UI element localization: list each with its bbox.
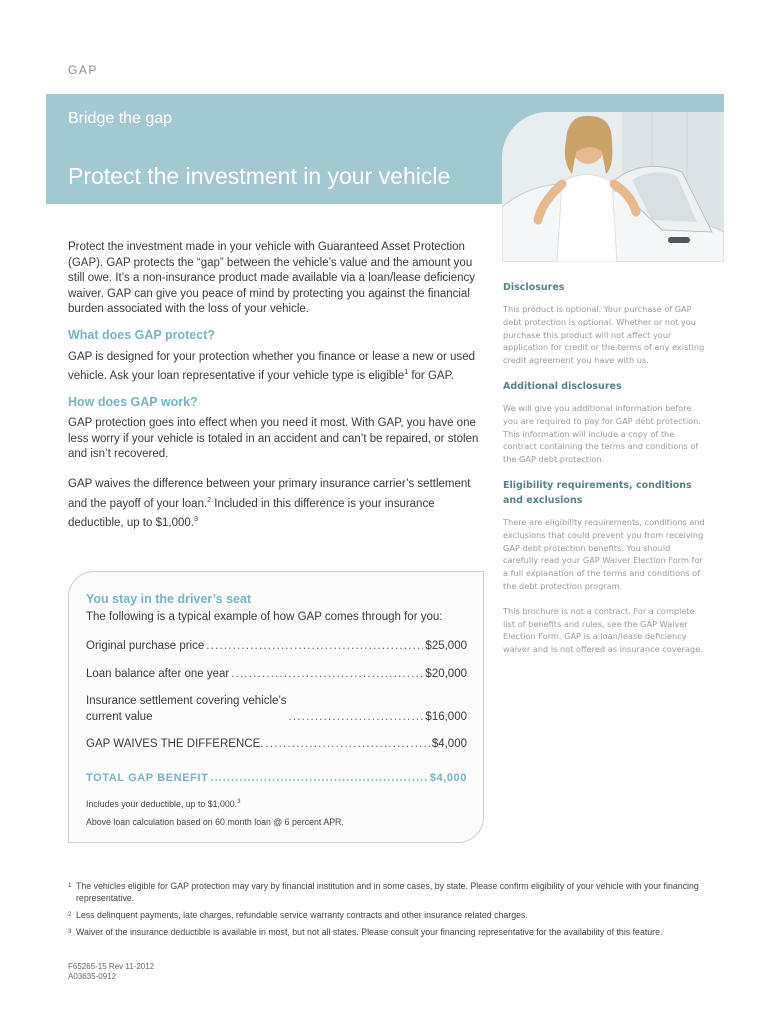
example-row-original-price: Original purchase price . . . $25,000 — [86, 639, 467, 655]
footnote: 3 Waiver of the insurance deductible is available in most, but not all states. Please consult your financing representative for the availability of this feature. — [68, 927, 663, 937]
example-row-loan-balance: Loan balance after one year . . . $20,000 — [86, 667, 467, 683]
section-heading-how-gap-works: How does GAP work? — [68, 394, 198, 409]
section-text-how-gap-works: GAP protection goes into effect when you need it most. With GAP, you have one less worry if your vehicle is totaled in an accident and can’t be repaired, or stolen and isn’t recovered. — [68, 417, 479, 461]
disclosures-text: This product is optional. Your purchase of GAP debt protection is optional. Whether or not you purchase this product will not affect your application for credit or the terms of any existing credit agreement you have with us. — [503, 304, 705, 366]
eligibility-text: There are eligibility requirements, conditions and exclusions that could prevent you from receiving GAP debt protection benefits. You should carefully read your GAP Waiver Election Form for a full explanation of the terms and conditions of the debt protection program. — [503, 516, 705, 591]
footnotes — [68, 880, 708, 943]
intro-paragraph: Protect the investment made in your vehicle with Guaranteed Asset Protection (GAP). GAP protects the “gap” between the vehicle’s value and the amount you still owe. It’s a non-insurance product made available via a loan/lease deficiency waiver. GAP can give you peace of mind by protecting you against the financial burden associated with the loss of your vehicle. — [68, 241, 475, 316]
example-note-deductible: Includes your deductible, up to $1,000.$^3$ — [86, 798, 241, 809]
document-codes — [68, 962, 154, 982]
footnote: 2 Less delinquent payments, late charges, refundable service warranty contracts and other insurance related charges. — [68, 910, 528, 920]
example-row-gap-waives: GAP WAIVES THE DIFFERENCE. . . . $4,000 — [86, 737, 467, 753]
section-text-gap-waives: GAP waives the difference between your primary insurance carrier’s settlement and the payoff of your loan.$^2$ Included in this difference is your insurance deductible, up to $1,000.$^3$ — [68, 477, 471, 529]
hero-title: Protect the investment in your vehicle — [68, 163, 451, 189]
example-box — [68, 571, 484, 843]
section-heading-what-gap-protects: What does GAP protect? — [68, 327, 216, 342]
job-number: A03635-0912 — [68, 972, 117, 981]
footnote: 1 The vehicles eligible for GAP protection may vary by financial institution and in some cases, by state. Please confirm eligibility of your vehicle with your financing representative. — [68, 881, 699, 903]
hero-subtitle: Bridge the gap — [68, 110, 173, 127]
example-intro: The following is a typical example of how GAP comes through for you: — [86, 611, 443, 623]
example-note-loan-calculation: Above loan calculation based on 60 month loan @ 6 percent APR. — [86, 816, 344, 827]
disclosures-heading: Disclosures — [503, 282, 565, 293]
example-heading: You stay in the driver’s seat — [86, 592, 252, 606]
section-text-what-gap-protects: GAP is designed for your protection whether you finance or lease a new or used vehicle. Ask your loan representative if your vehicle type is eligible$^1$ for GAP. — [68, 350, 475, 382]
not-a-contract-text: This brochure is not a contract. For a complete list of benefits and rules, see the GAP Waiver Election Form. GAP is a loan/lease deficiency waiver and is not offered as insurance coverage. — [503, 605, 703, 655]
main-content — [68, 240, 480, 541]
disclosures-sidebar — [503, 280, 708, 668]
form-number: F65265-15 Rev 11-2012 — [68, 962, 155, 971]
brand-tag: GAP — [68, 63, 98, 77]
example-row-total-benefit: TOTAL GAP BENEFIT . . . $4,000 — [86, 771, 467, 787]
eligibility-heading: Eligibility requirements, conditions and exclusions — [503, 479, 692, 506]
additional-disclosures-text: We will give you additional information before you are required to pay for GAP debt protection. This information will include a copy of the contract containing the terms and conditions of the GAP debt protection. — [503, 402, 701, 465]
woman-opening-car-door-photo — [502, 112, 724, 262]
additional-disclosures-heading: Additional disclosures — [503, 380, 622, 392]
example-row-insurance-settlement: Insurance settlement covering vehicle’s current value . . . $16,000 — [86, 694, 467, 725]
